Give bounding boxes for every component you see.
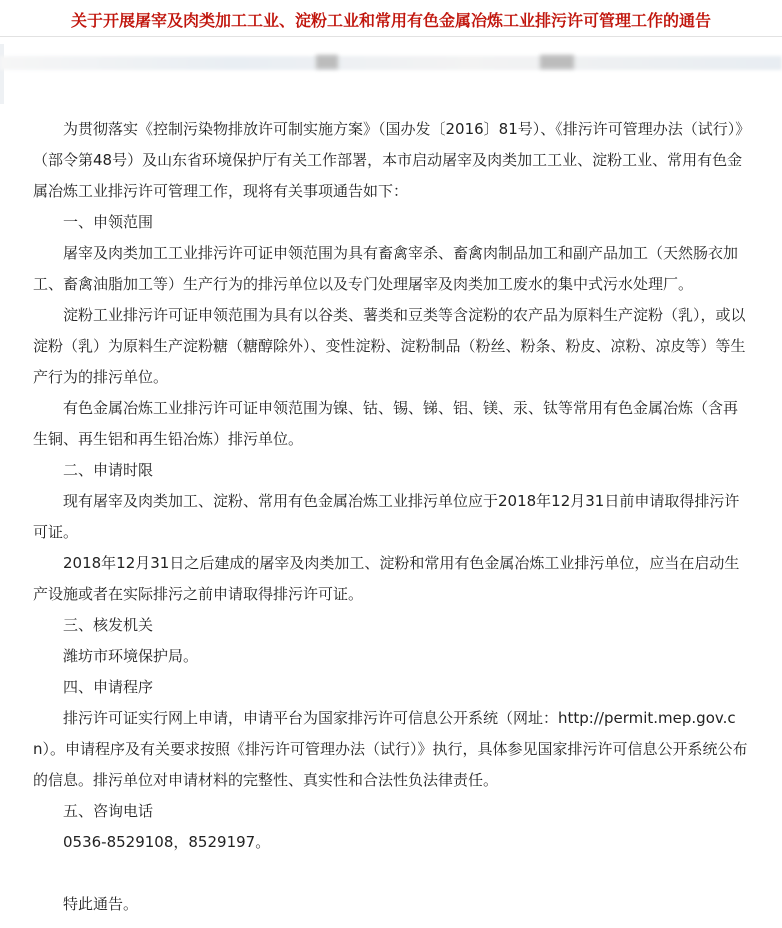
body-paragraph: 屠宰及肉类加工工业排污许可证申领范围为具有畜禽宰杀、畜禽肉制品加工和副产品加工（天然肠衣加工、畜禽油脂加工等）生产行为的排污单位以及专门处理屠宰及肉类加工废水的集中式污水处理厂。 (33, 244, 739, 293)
section-heading: 二、申请时限 (63, 461, 154, 479)
section-heading: 五、咨询电话 (63, 802, 154, 820)
title-divider (0, 36, 782, 37)
section-heading: 四、申请程序 (63, 678, 154, 696)
page-title: 关于开展屠宰及肉类加工工业、淀粉工业和常用有色金属冶炼工业排污许可管理工作的通告 (70, 11, 711, 30)
blank-line (33, 858, 749, 889)
section-heading: 三、核发机关 (63, 616, 154, 634)
intro-paragraph: 为贯彻落实《控制污染物排放许可制实施方案》（国办发〔2016〕81号）、《排污许可管理办法（试行）》（部令第48号）及山东省环境保护厅有关工作部署，本市启动屠宰及肉类加工工业、淀粉工业、常用有色金属冶炼工业排污许可管理工作，现将有关事项通告如下： (33, 120, 743, 200)
meta-edge (0, 44, 4, 104)
blurred-meta-item (540, 55, 574, 69)
body-paragraph: 2018年12月31日之后建成的屠宰及肉类加工、淀粉和常用有色金属冶炼工业排污单位，应当在启动生产设施或者在实际排污之前申请取得排污许可证。 (33, 554, 740, 603)
contact-phone: 0536-8529108，8529197。 (63, 833, 271, 851)
body-paragraph: 排污许可证实行网上申请，申请平台为国家排污许可信息公开系统（网址：http://permit.mep.gov.cn）。申请程序及有关要求按照《排污许可管理办法（试行）》执行，具体参见国家排污许可信息公开系统公布的信息。排污单位对申请材料的完整性、真实性和合法性负法律责任。 (33, 709, 748, 789)
body-paragraph: 有色金属冶炼工业排污许可证申领范围为镍、钴、锡、锑、铝、镁、汞、钛等常用有色金属冶炼（含再生铜、再生铝和再生铅冶炼）排污单位。 (33, 399, 739, 448)
body-paragraph: 潍坊市环境保护局。 (63, 647, 199, 665)
body-paragraph: 淀粉工业排污许可证申领范围为具有以谷类、薯类和豆类等含淀粉的农产品为原料生产淀粉（乳），或以淀粉（乳）为原料生产淀粉糖（糖醇除外）、变性淀粉、淀粉制品（粉丝、粉条、粉皮、凉粉、凉皮等）等生产行为的排污单位。 (33, 306, 746, 386)
section-heading: 一、申领范围 (63, 213, 154, 231)
closing-text: 特此通告。 (63, 895, 139, 913)
blurred-meta-bar (0, 56, 782, 70)
article-body (33, 114, 749, 920)
body-paragraph: 现有屠宰及肉类加工、淀粉、常用有色金属冶炼工业排污单位应于2018年12月31日前申请取得排污许可证。 (33, 492, 740, 541)
blurred-meta-item (316, 55, 338, 69)
